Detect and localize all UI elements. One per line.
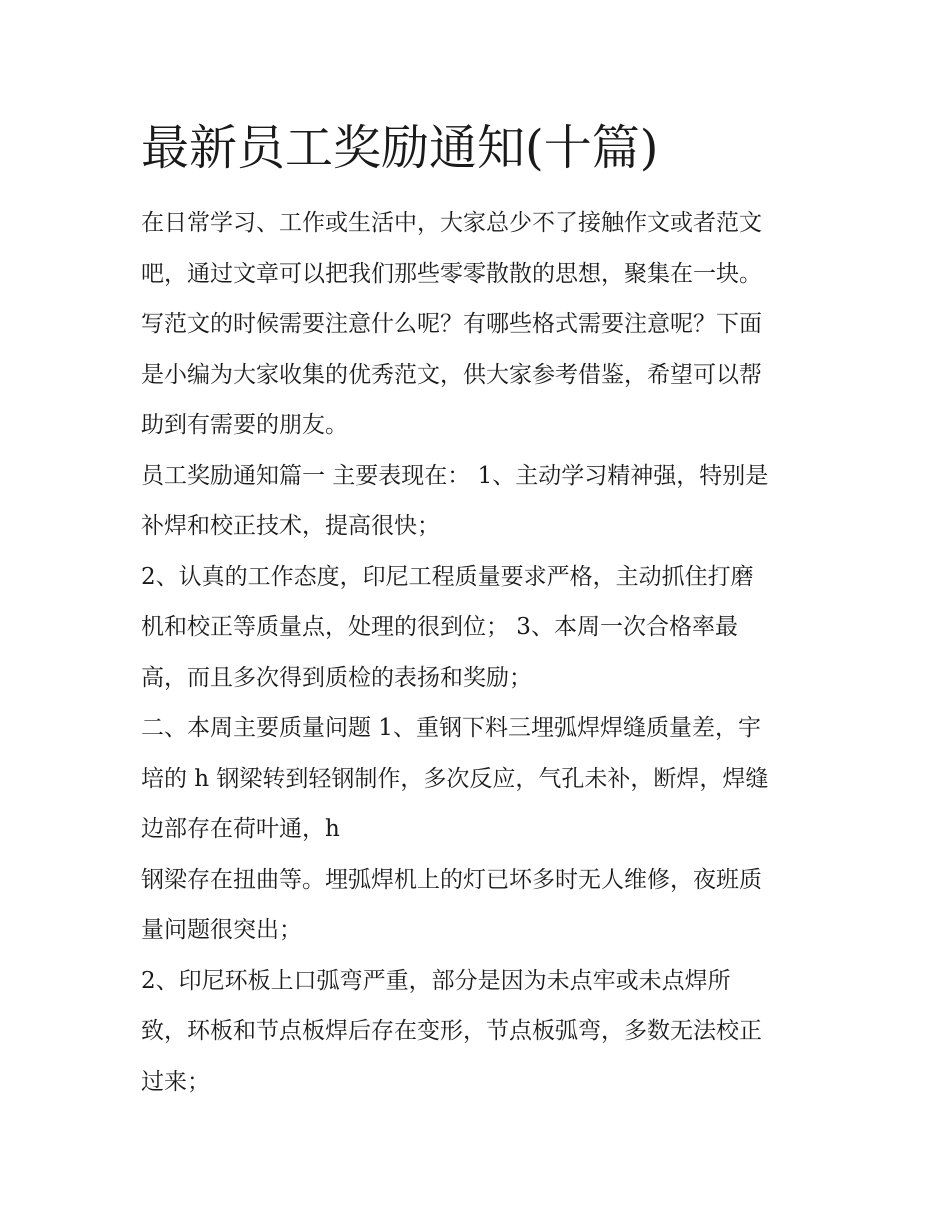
document-page xyxy=(141,112,813,1107)
text-line: 边部存在荷叶通，h xyxy=(141,816,340,842)
text-line: 2、印尼环板上口弧弯严重，部分是因为未点牢或未点焊所 xyxy=(141,967,731,994)
text-line: 量问题很突出； xyxy=(141,917,302,943)
paragraph-ring-plate xyxy=(141,956,813,1108)
text-line: 吧，通过文章可以把我们那些零零散散的思想，聚集在一块。 xyxy=(141,260,762,287)
paragraph-section-1 xyxy=(141,451,813,552)
paragraph-quality-issues xyxy=(141,703,813,855)
text-line: 高，而且多次得到质检的表扬和奖励； xyxy=(141,664,532,691)
text-line: 助到有需要的朋友。 xyxy=(141,412,348,438)
text-line: 写范文的时候需要注意什么呢？有哪些格式需要注意呢？下面 xyxy=(141,311,762,337)
text-line: 员工奖励通知篇一 主要表现在： 1、主动学习精神强，特别是 xyxy=(141,462,769,489)
text-line: 在日常学习、工作或生活中，大家总少不了接触作文或者范文 xyxy=(141,210,762,236)
text-line: 机和校正等质量点，处理的很到位； 3、本周一次合格率最 xyxy=(141,614,738,640)
text-line: 钢梁存在扭曲等。埋弧焊机上的灯已坏多时无人维修，夜班质 xyxy=(141,866,762,893)
text-line: 培的 h 钢梁转到轻钢制作，多次反应，气孔未补，断焊，焊缝 xyxy=(141,765,769,792)
text-line: 致，环板和节点板焊后存在变形，节点板弧弯，多数无法校正 xyxy=(141,1018,762,1044)
text-line: 是小编为大家收集的优秀范文，供大家参考借鉴，希望可以帮 xyxy=(141,361,762,388)
text-line: 二、本周主要质量问题 1、重钢下料三埋弧焊焊缝质量差，宇 xyxy=(141,715,761,741)
document-title: 最新员工奖励通知(十篇) xyxy=(141,120,659,176)
paragraph-intro xyxy=(141,198,813,451)
paragraph-beam-twist xyxy=(141,855,813,956)
text-line: 补焊和校正技术，提高很快； xyxy=(141,513,440,539)
text-line: 过来； xyxy=(141,1068,210,1095)
text-line: 2、认真的工作态度，印尼工程质量要求严格，主动抓住打磨 xyxy=(141,563,754,590)
paragraph-item-2 xyxy=(141,552,813,704)
